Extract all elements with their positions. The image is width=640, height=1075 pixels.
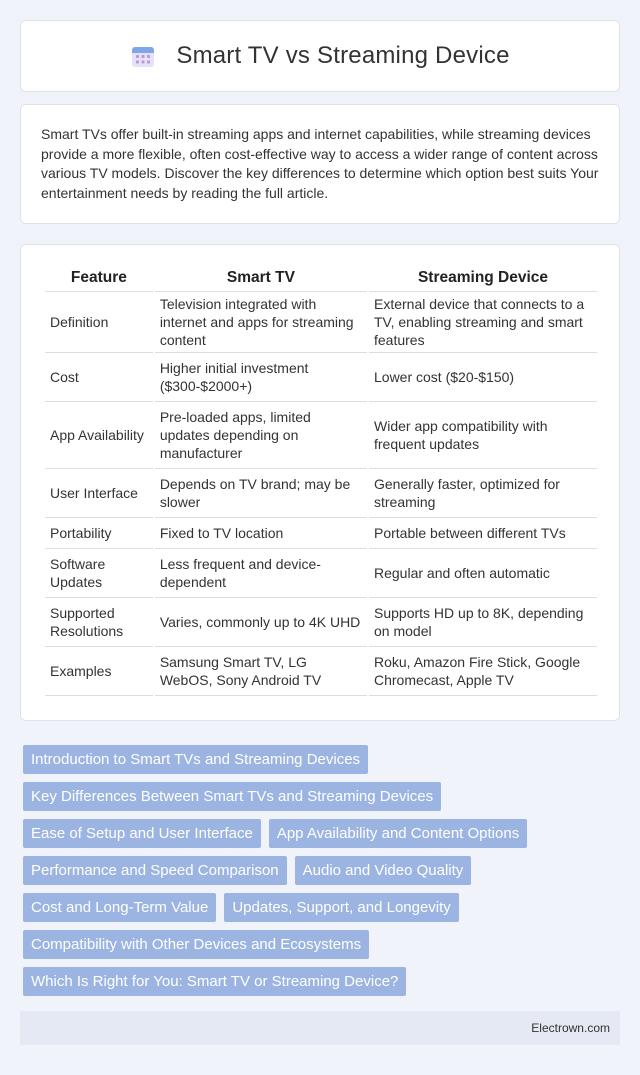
header-smart-tv: Smart TV <box>155 265 367 292</box>
footer-site-name: Electrown.com <box>531 1021 610 1035</box>
table-row <box>45 469 597 518</box>
table-cell: Fixed to TV location <box>155 518 367 549</box>
table-cell: User Interface <box>45 469 153 518</box>
table-row <box>45 402 597 469</box>
table-cell: Lower cost ($20-$150) <box>369 353 597 402</box>
table-cell: Varies, commonly up to 4K UHD <box>155 598 367 647</box>
calendar-icon <box>130 43 156 69</box>
table-cell: Cost <box>45 353 153 402</box>
table-cell: Generally faster, optimized for streaming <box>369 469 597 518</box>
table-cell: Less frequent and device-dependent <box>155 549 367 598</box>
table-cell: Portability <box>45 518 153 549</box>
table-row <box>45 292 597 353</box>
intro-card <box>20 104 620 224</box>
table-cell: Higher initial investment ($300-$2000+) <box>155 353 367 402</box>
table-row <box>45 353 597 402</box>
topic-link-ease-of-setup[interactable]: Ease of Setup and User Interface <box>23 819 261 848</box>
topic-link-audio-video[interactable]: Audio and Video Quality <box>295 856 472 885</box>
table-cell: Software Updates <box>45 549 153 598</box>
table-cell: Roku, Amazon Fire Stick, Google Chromecast, Apple TV <box>369 647 597 696</box>
title-card <box>20 20 620 92</box>
table-cell: Television integrated with internet and apps for streaming content <box>155 292 367 353</box>
topic-link-app-availability[interactable]: App Availability and Content Options <box>269 819 527 848</box>
table-row <box>45 518 597 549</box>
topic-link-introduction[interactable]: Introduction to Smart TVs and Streaming Devices <box>23 745 368 774</box>
table-cell: Samsung Smart TV, LG WebOS, Sony Android TV <box>155 647 367 696</box>
table-cell: Portable between different TVs <box>369 518 597 549</box>
table-cell: App Availability <box>45 402 153 469</box>
table-cell: Regular and often automatic <box>369 549 597 598</box>
table-header-row <box>45 265 597 292</box>
header-feature: Feature <box>45 265 153 292</box>
topic-link-cost-value[interactable]: Cost and Long-Term Value <box>23 893 216 922</box>
table-cell: Depends on TV brand; may be slower <box>155 469 367 518</box>
topic-links <box>23 745 617 996</box>
comparison-card <box>20 244 620 721</box>
footer <box>20 1011 620 1045</box>
comparison-table <box>43 265 599 696</box>
topic-link-compatibility[interactable]: Compatibility with Other Devices and Ecosystems <box>23 930 369 959</box>
topic-link-updates-support[interactable]: Updates, Support, and Longevity <box>224 893 458 922</box>
topic-link-which-is-right[interactable]: Which Is Right for You: Smart TV or Streaming Device? <box>23 967 406 996</box>
table-row <box>45 647 597 696</box>
table-cell: Supports HD up to 8K, depending on model <box>369 598 597 647</box>
header-streaming-device: Streaming Device <box>369 265 597 292</box>
table-cell: Supported Resolutions <box>45 598 153 647</box>
table-row <box>45 549 597 598</box>
page-title: Smart TV vs Streaming Device <box>176 42 510 69</box>
topic-link-performance[interactable]: Performance and Speed Comparison <box>23 856 287 885</box>
topic-link-key-differences[interactable]: Key Differences Between Smart TVs and Streaming Devices <box>23 782 441 811</box>
table-cell: Wider app compatibility with frequent updates <box>369 402 597 469</box>
table-cell: Definition <box>45 292 153 353</box>
table-cell: Pre-loaded apps, limited updates depending on manufacturer <box>155 402 367 469</box>
intro-text: Smart TVs offer built-in streaming apps and internet capabilities, while streaming devices provide a more flexible, often cost-effective way to access a wider range of content across various TV models. Discover the key differences to determine which option best suits Your entertainment needs by reading the full article. <box>41 126 599 201</box>
table-cell: Examples <box>45 647 153 696</box>
table-cell: External device that connects to a TV, enabling streaming and smart features <box>369 292 597 353</box>
table-row <box>45 598 597 647</box>
